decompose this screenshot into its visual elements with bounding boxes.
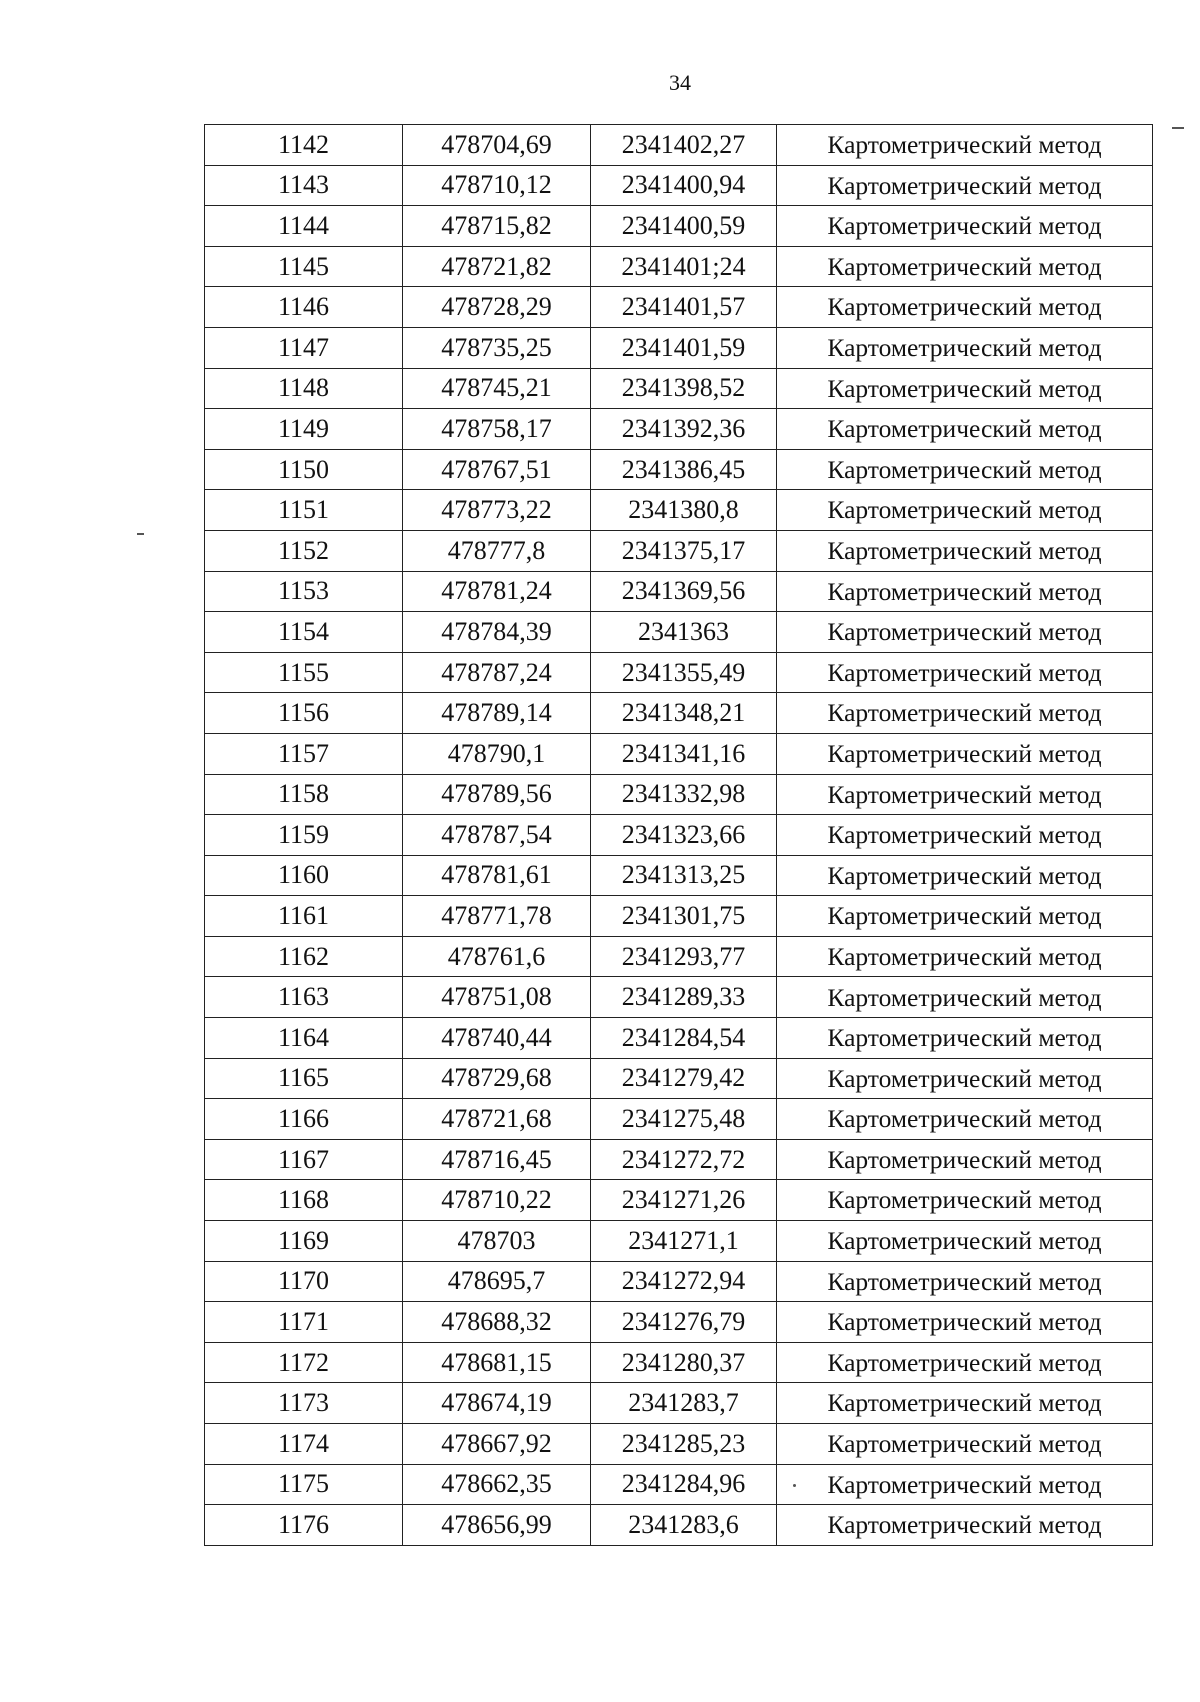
method-cell: Картометрический метод	[777, 1261, 1153, 1302]
point-number-cell: 1146	[205, 287, 403, 328]
x-coordinate-cell: 478751,08	[403, 977, 591, 1018]
point-number-cell: 1150	[205, 449, 403, 490]
x-coordinate-cell: 478729,68	[403, 1058, 591, 1099]
method-cell: Картометрический метод	[777, 1505, 1153, 1546]
method-cell: Картометрический метод	[777, 1342, 1153, 1383]
table-row	[205, 1221, 1153, 1262]
point-number-cell: 1149	[205, 409, 403, 450]
y-coordinate-cell: 2341401,59	[591, 327, 777, 368]
method-cell: Картометрический метод	[777, 1058, 1153, 1099]
page-number: 34	[669, 70, 691, 95]
scan-mark	[137, 533, 144, 535]
y-coordinate-cell: 2341301,75	[591, 896, 777, 937]
y-coordinate-cell: 2341348,21	[591, 693, 777, 734]
method-cell: Картометрический метод	[777, 896, 1153, 937]
method-cell: Картометрический метод	[777, 936, 1153, 977]
table-row	[205, 693, 1153, 734]
x-coordinate-cell: 478773,22	[403, 490, 591, 531]
method-cell: Картометрический метод	[777, 1221, 1153, 1262]
point-number-cell: 1172	[205, 1342, 403, 1383]
method-cell: Картометрический метод	[777, 774, 1153, 815]
coordinates-table	[204, 124, 1153, 1546]
point-number-cell: 1170	[205, 1261, 403, 1302]
method-cell: Картометрический метод	[777, 368, 1153, 409]
point-number-cell: 1157	[205, 733, 403, 774]
y-coordinate-cell: 2341276,79	[591, 1302, 777, 1343]
y-coordinate-cell: 2341401;24	[591, 246, 777, 287]
x-coordinate-cell: 478784,39	[403, 612, 591, 653]
y-coordinate-cell: 2341272,94	[591, 1261, 777, 1302]
point-number-cell: 1156	[205, 693, 403, 734]
x-coordinate-cell: 478789,56	[403, 774, 591, 815]
point-number-cell: 1161	[205, 896, 403, 937]
table-row	[205, 855, 1153, 896]
point-number-cell: 1151	[205, 490, 403, 531]
x-coordinate-cell: 478789,14	[403, 693, 591, 734]
table-row	[205, 327, 1153, 368]
point-number-cell: 1165	[205, 1058, 403, 1099]
x-coordinate-cell: 478787,24	[403, 652, 591, 693]
method-cell: Картометрический метод	[777, 1180, 1153, 1221]
method-cell: Картометрический метод	[777, 1424, 1153, 1465]
y-coordinate-cell: 2341369,56	[591, 571, 777, 612]
x-coordinate-cell: 478787,54	[403, 815, 591, 856]
method-cell: Картометрический метод	[777, 571, 1153, 612]
point-number-cell: 1168	[205, 1180, 403, 1221]
y-coordinate-cell: 2341284,54	[591, 1018, 777, 1059]
x-coordinate-cell: 478758,17	[403, 409, 591, 450]
table-row	[205, 936, 1153, 977]
y-coordinate-cell: 2341400,59	[591, 206, 777, 247]
y-coordinate-cell: 2341323,66	[591, 815, 777, 856]
method-cell: Картометрический метод	[777, 855, 1153, 896]
table-row	[205, 1058, 1153, 1099]
x-coordinate-cell: 478740,44	[403, 1018, 591, 1059]
x-coordinate-cell: 478761,6	[403, 936, 591, 977]
table-row	[205, 165, 1153, 206]
point-number-cell: 1152	[205, 530, 403, 571]
table-row	[205, 1180, 1153, 1221]
y-coordinate-cell: 2341284,96	[591, 1464, 777, 1505]
table-row	[205, 774, 1153, 815]
point-number-cell: 1169	[205, 1221, 403, 1262]
x-coordinate-cell: 478781,61	[403, 855, 591, 896]
method-cell: Картометрический метод	[777, 246, 1153, 287]
method-cell: Картометрический метод	[777, 1383, 1153, 1424]
table-row	[205, 896, 1153, 937]
table-row	[205, 1383, 1153, 1424]
x-coordinate-cell: 478781,24	[403, 571, 591, 612]
y-coordinate-cell: 2341363	[591, 612, 777, 653]
point-number-cell: 1154	[205, 612, 403, 653]
point-number-cell: 1147	[205, 327, 403, 368]
point-number-cell: 1173	[205, 1383, 403, 1424]
y-coordinate-cell: 2341380,8	[591, 490, 777, 531]
y-coordinate-cell: 2341279,42	[591, 1058, 777, 1099]
x-coordinate-cell: 478715,82	[403, 206, 591, 247]
table-row	[205, 1464, 1153, 1505]
table-row	[205, 246, 1153, 287]
table-row	[205, 815, 1153, 856]
scan-mark	[1172, 127, 1184, 129]
method-cell: Картометрический метод	[777, 125, 1153, 166]
point-number-cell: 1167	[205, 1139, 403, 1180]
y-coordinate-cell: 2341313,25	[591, 855, 777, 896]
point-number-cell: 1159	[205, 815, 403, 856]
x-coordinate-cell: 478790,1	[403, 733, 591, 774]
method-cell: Картометрический метод	[777, 449, 1153, 490]
point-number-cell: 1174	[205, 1424, 403, 1465]
y-coordinate-cell: 2341392,36	[591, 409, 777, 450]
x-coordinate-cell: 478656,99	[403, 1505, 591, 1546]
x-coordinate-cell: 478704,69	[403, 125, 591, 166]
point-number-cell: 1171	[205, 1302, 403, 1343]
method-cell: Картометрический метод	[777, 815, 1153, 856]
point-number-cell: 1158	[205, 774, 403, 815]
method-cell: Картометрический метод	[777, 287, 1153, 328]
point-number-cell: 1143	[205, 165, 403, 206]
method-cell: Картометрический метод	[777, 206, 1153, 247]
x-coordinate-cell: 478745,21	[403, 368, 591, 409]
point-number-cell: 1144	[205, 206, 403, 247]
table-row	[205, 977, 1153, 1018]
point-number-cell: 1148	[205, 368, 403, 409]
x-coordinate-cell: 478710,22	[403, 1180, 591, 1221]
y-coordinate-cell: 2341271,1	[591, 1221, 777, 1262]
x-coordinate-cell: 478735,25	[403, 327, 591, 368]
table-row	[205, 1424, 1153, 1465]
x-coordinate-cell: 478716,45	[403, 1139, 591, 1180]
point-number-cell: 1164	[205, 1018, 403, 1059]
scan-mark	[793, 1484, 796, 1487]
y-coordinate-cell: 2341402,27	[591, 125, 777, 166]
table-row	[205, 1302, 1153, 1343]
table-row	[205, 409, 1153, 450]
table-row	[205, 1139, 1153, 1180]
table-row	[205, 1099, 1153, 1140]
x-coordinate-cell: 478681,15	[403, 1342, 591, 1383]
method-cell: Картометрический метод	[777, 530, 1153, 571]
method-cell: Картометрический метод	[777, 1302, 1153, 1343]
x-coordinate-cell: 478703	[403, 1221, 591, 1262]
point-number-cell: 1155	[205, 652, 403, 693]
method-cell: Картометрический метод	[777, 1099, 1153, 1140]
table-row	[205, 1342, 1153, 1383]
x-coordinate-cell: 478710,12	[403, 165, 591, 206]
table-row	[205, 490, 1153, 531]
method-cell: Картометрический метод	[777, 693, 1153, 734]
point-number-cell: 1142	[205, 125, 403, 166]
x-coordinate-cell: 478721,68	[403, 1099, 591, 1140]
table-row	[205, 1261, 1153, 1302]
method-cell: Картометрический метод	[777, 1464, 1153, 1505]
y-coordinate-cell: 2341398,52	[591, 368, 777, 409]
method-cell: Картометрический метод	[777, 733, 1153, 774]
method-cell: Картометрический метод	[777, 490, 1153, 531]
method-cell: Картометрический метод	[777, 1018, 1153, 1059]
y-coordinate-cell: 2341283,6	[591, 1505, 777, 1546]
x-coordinate-cell: 478662,35	[403, 1464, 591, 1505]
point-number-cell: 1175	[205, 1464, 403, 1505]
y-coordinate-cell: 2341280,37	[591, 1342, 777, 1383]
x-coordinate-cell: 478767,51	[403, 449, 591, 490]
point-number-cell: 1176	[205, 1505, 403, 1546]
table-row	[205, 571, 1153, 612]
table-row	[205, 1505, 1153, 1546]
table-row	[205, 733, 1153, 774]
point-number-cell: 1163	[205, 977, 403, 1018]
y-coordinate-cell: 2341341,16	[591, 733, 777, 774]
method-cell: Картометрический метод	[777, 612, 1153, 653]
table-row	[205, 530, 1153, 571]
y-coordinate-cell: 2341283,7	[591, 1383, 777, 1424]
table-row	[205, 652, 1153, 693]
x-coordinate-cell: 478771,78	[403, 896, 591, 937]
x-coordinate-cell: 478777,8	[403, 530, 591, 571]
table-row	[205, 206, 1153, 247]
y-coordinate-cell: 2341375,17	[591, 530, 777, 571]
table-row	[205, 287, 1153, 328]
x-coordinate-cell: 478688,32	[403, 1302, 591, 1343]
method-cell: Картометрический метод	[777, 977, 1153, 1018]
point-number-cell: 1166	[205, 1099, 403, 1140]
y-coordinate-cell: 2341332,98	[591, 774, 777, 815]
y-coordinate-cell: 2341275,48	[591, 1099, 777, 1140]
method-cell: Картометрический метод	[777, 327, 1153, 368]
table-row	[205, 125, 1153, 166]
x-coordinate-cell: 478728,29	[403, 287, 591, 328]
y-coordinate-cell: 2341293,77	[591, 936, 777, 977]
y-coordinate-cell: 2341386,45	[591, 449, 777, 490]
y-coordinate-cell: 2341355,49	[591, 652, 777, 693]
method-cell: Картометрический метод	[777, 165, 1153, 206]
method-cell: Картометрический метод	[777, 409, 1153, 450]
x-coordinate-cell: 478674,19	[403, 1383, 591, 1424]
table-row	[205, 612, 1153, 653]
y-coordinate-cell: 2341285,23	[591, 1424, 777, 1465]
x-coordinate-cell: 478667,92	[403, 1424, 591, 1465]
x-coordinate-cell: 478721,82	[403, 246, 591, 287]
method-cell: Картометрический метод	[777, 1139, 1153, 1180]
y-coordinate-cell: 2341272,72	[591, 1139, 777, 1180]
y-coordinate-cell: 2341289,33	[591, 977, 777, 1018]
x-coordinate-cell: 478695,7	[403, 1261, 591, 1302]
y-coordinate-cell: 2341401,57	[591, 287, 777, 328]
coordinates-table-body	[205, 125, 1153, 1546]
point-number-cell: 1162	[205, 936, 403, 977]
y-coordinate-cell: 2341271,26	[591, 1180, 777, 1221]
table-row	[205, 368, 1153, 409]
method-cell: Картометрический метод	[777, 652, 1153, 693]
table-row	[205, 1018, 1153, 1059]
point-number-cell: 1153	[205, 571, 403, 612]
point-number-cell: 1145	[205, 246, 403, 287]
table-row	[205, 449, 1153, 490]
y-coordinate-cell: 2341400,94	[591, 165, 777, 206]
point-number-cell: 1160	[205, 855, 403, 896]
